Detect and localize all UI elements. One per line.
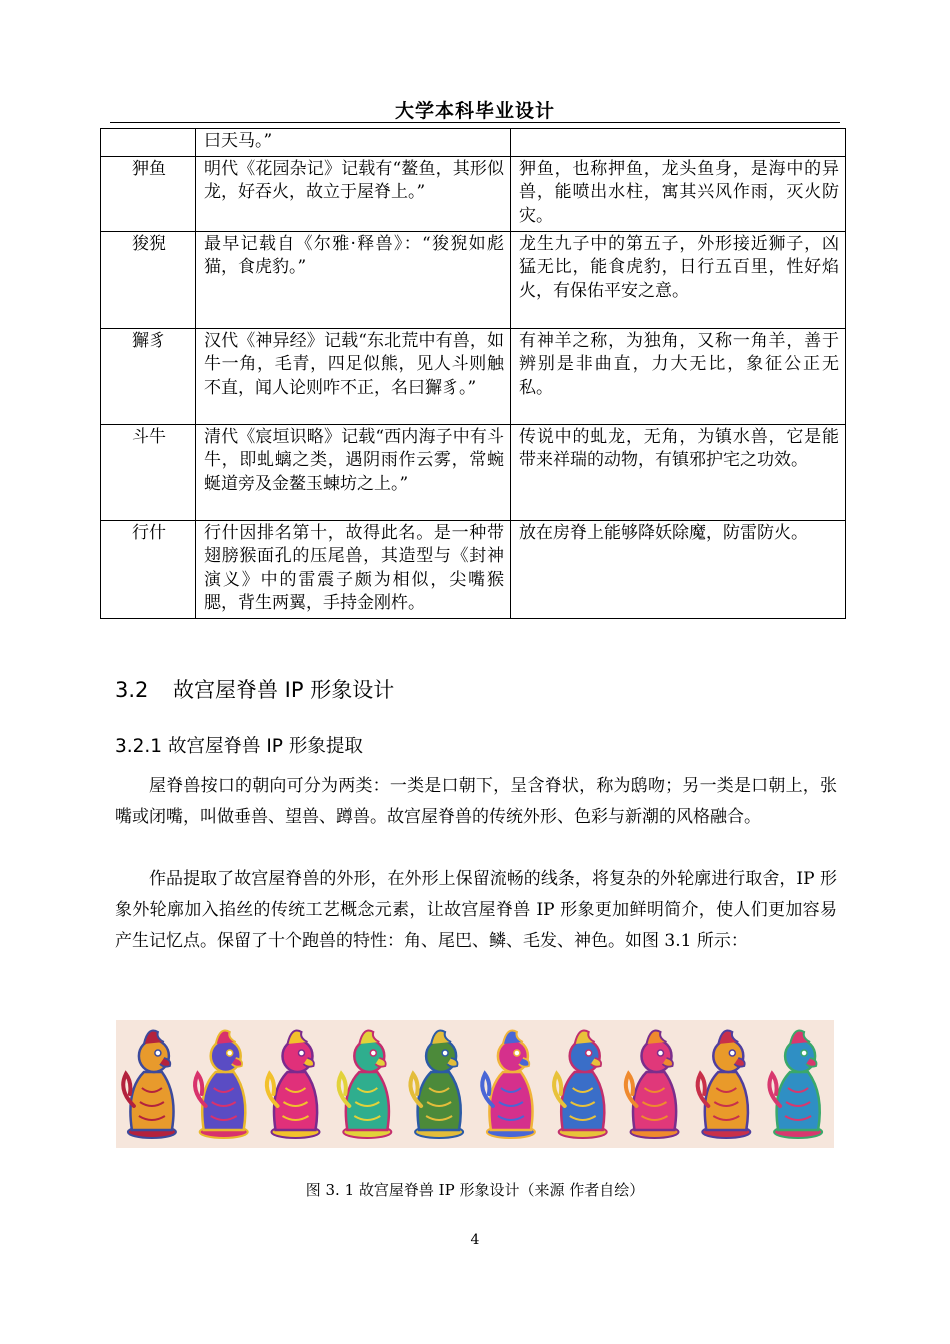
table-cell-name: 狻猊 [101, 231, 196, 328]
creature-1 [123, 1031, 176, 1139]
creature-6 [482, 1031, 535, 1139]
table-cell-record: 明代《花园杂记》记载有“鳌鱼，其形似龙，好吞火，故立于屋脊上。” [196, 156, 511, 231]
header-title: 大学本科毕业设计 [394, 100, 555, 122]
creature-9 [698, 1031, 751, 1139]
subsection-heading [115, 732, 363, 758]
table-cell-name: 獬豸 [101, 328, 196, 424]
table-cell-record: 行什因排名第十，故得此名。是一种带翅膀猴面孔的压尾兽，其造型与《封神演义》中的雷震子颇为相似，尖嘴猴腮，背生两翼，手持金刚杵。 [196, 520, 511, 618]
table-cell-description: 有神羊之称，为独角，又称一角羊，善于辨别是非曲直，力大无比，象征公正无私。 [511, 328, 846, 424]
table-cell-record: 清代《宸垣识略》记载“西内海子中有斗牛，即虬螭之类，遇阴雨作云雾，常蜿蜒道旁及金鳌玉蝀坊之上。” [196, 424, 511, 520]
table-row [101, 328, 846, 424]
table-row [101, 156, 846, 231]
creature-5 [410, 1031, 463, 1139]
page-number: 4 [470, 1232, 480, 1248]
table-cell-description: 传说中的虬龙，无角，为镇水兽，它是能带来祥瑞的动物，有镇邪护宅之功效。 [511, 424, 846, 520]
section-title: 故宫屋脊兽 IP 形象设计 [173, 678, 395, 702]
creature-10 [769, 1031, 822, 1139]
table-row [101, 231, 846, 328]
creature-2 [195, 1031, 248, 1139]
subsection-number: 3.2.1 [115, 736, 163, 757]
body-paragraph: 屋脊兽按口的朝向可分为两类：一类是口朝下，呈含脊状，称为鸱吻；另一类是口朝上，张嘴或闭嘴，叫做垂兽、望兽、蹲兽。故宫屋脊兽的传统外形、色彩与新潮的风格融合。 [115, 776, 837, 827]
table-cell-name [101, 129, 196, 157]
section-heading [115, 674, 394, 704]
table-cell-description [511, 129, 846, 157]
table-cell-record: 最早记载自《尔雅·释兽》：“狻猊如彪猫，食虎豹。” [196, 231, 511, 328]
header-divider [110, 122, 840, 123]
body-paragraph: 作品提取了故宫屋脊兽的外形，在外形上保留流畅的线条，将复杂的外轮廓进行取舍，IP 形象外轮廓加入掐丝的传统工艺概念元素，让故宫屋脊兽 IP 形象更加鲜明简介，使人们更加容易产生记忆点。保留了十个跑兽的特性：角、尾巴、鳞、毛发、神色。如图 3.1 所示： [115, 869, 837, 951]
table-row [101, 520, 846, 618]
table-cell-record: 曰天马。” [196, 129, 511, 157]
table-cell-record: 汉代《神异经》记载“东北荒中有兽，如牛一角，毛青，四足似熊，见人斗则触不直，闻人论则咋不正，名曰獬豸。” [196, 328, 511, 424]
table-row [101, 424, 846, 520]
section-number: 3.2 [115, 678, 149, 702]
table-cell-description: 放在房脊上能够降妖除魔，防雷防火。 [511, 520, 846, 618]
table-cell-description: 狎鱼，也称押鱼，龙头鱼身，是海中的异兽，能喷出水柱，寓其兴风作雨，灭火防灾。 [511, 156, 846, 231]
table-cell-name: 斗牛 [101, 424, 196, 520]
table-cell-description: 龙生九子中的第五子，外形接近狮子，凶猛无比，能食虎豹，日行五百里，性好焰火，有保佑平安之意。 [511, 231, 846, 328]
table-cell-name: 狎鱼 [101, 156, 196, 231]
roof-beast-table [100, 128, 846, 619]
creature-8 [626, 1031, 679, 1139]
table-row [101, 129, 846, 157]
table-cell-name: 行什 [101, 520, 196, 618]
figure-caption: 图 3. 1 故宫屋脊兽 IP 形象设计（来源 作者自绘） [305, 1181, 645, 1199]
creature-7 [554, 1031, 607, 1139]
figure-roof-beasts [116, 1020, 834, 1148]
creature-3 [267, 1031, 320, 1139]
subsection-title: 故宫屋脊兽 IP 形象提取 [167, 736, 363, 757]
roof-beast-illustration [116, 1020, 834, 1148]
creature-4 [339, 1031, 392, 1139]
